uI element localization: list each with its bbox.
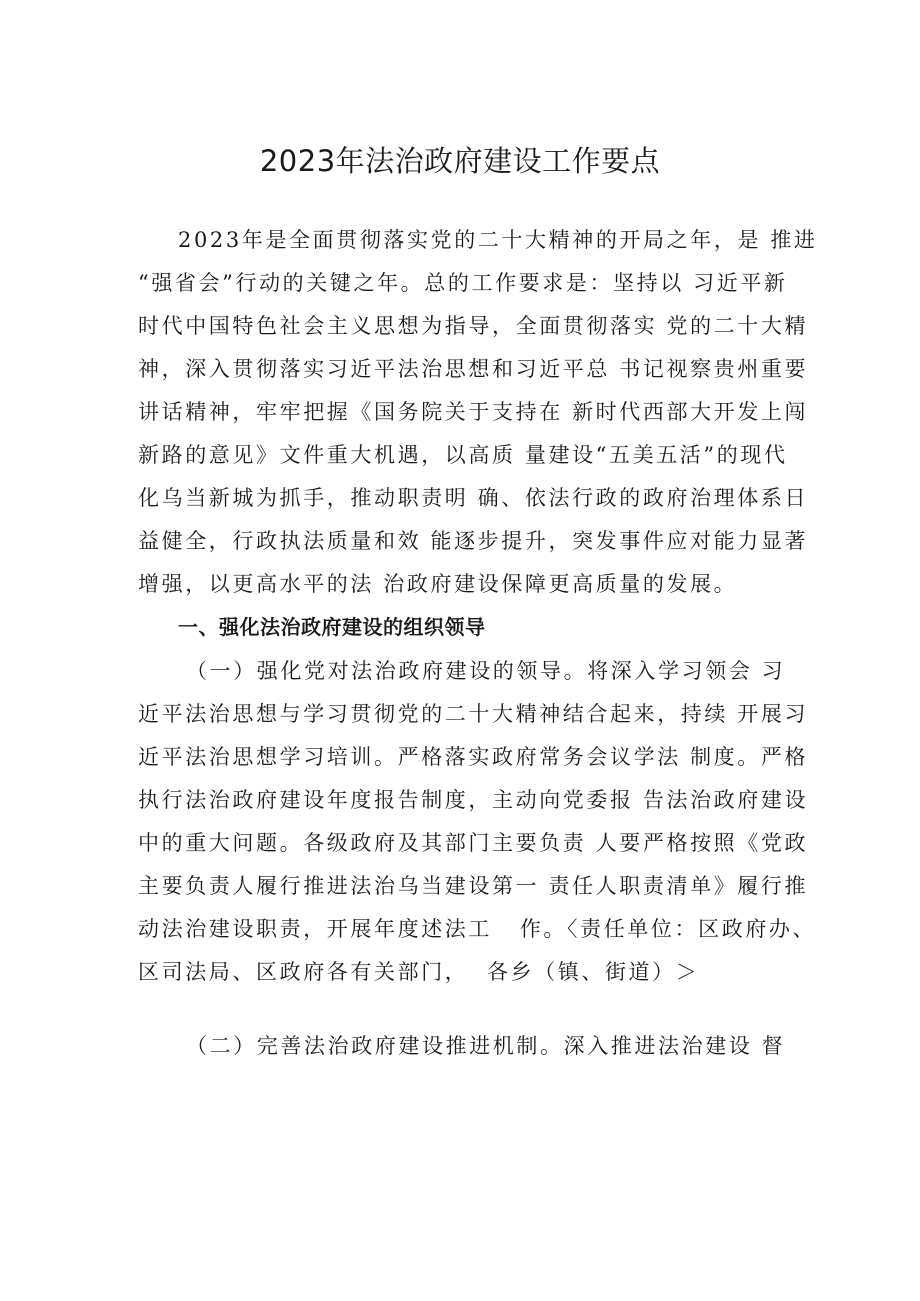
paragraph-line: 讲话精神，牢牢把握《国务院关于支持在 新时代西部大开发上闯 [138,400,809,424]
paragraph-line: （二）完善法治政府建设推进机制。深入推进法治建设 督 [186,1034,786,1058]
paragraph-line: 益健全，行政执法质量和效 能逐步提升，突发事件应对能力显著 [138,529,809,553]
paragraph-line: （一）强化党对法治政府建设的领导。将深入学习领会 习 [186,659,786,683]
paragraph-line: 化乌当新城为抓手，推动职责明 确、依法行政的政府治理体系日 [138,486,809,510]
section-heading: 一、强化法治政府建设的组织领导 [178,615,486,639]
paragraph-line: “强省会”行动的关键之年。总的工作要求是：坚持以 习近平新 [138,271,788,295]
paragraph-line: 区司法局、区政府各有关部门， 各乡（镇、街道）＞ [138,960,700,984]
paragraph-line: 动法治建设职责，开展年度述法工 作。〈责任单位：区政府办、 [138,917,817,941]
paragraph-line: 执行法治政府建设年度报告制度，主动向党委报 告法治政府建设 [138,788,809,812]
paragraph-line: 2023年是全面贯彻落实党的二十大精神的开局之年，是 推进 [178,228,818,252]
paragraph-line: 新路的意见》文件重大机遇，以高质 量建设“五美五活”的现代 [138,443,788,467]
paragraph-line: 增强，以更高水平的法 治政府建设保障更高质量的发展。 [138,572,738,596]
paragraph-line: 中的重大问题。各级政府及其部门主要负责 人要严格按照《党政 [138,831,809,855]
document-title: 2023年法治政府建设工作要点 [259,144,661,178]
paragraph-line: 时代中国特色社会主义思想为指导，全面贯彻落实 党的二十大精 [138,314,809,338]
paragraph-line: 神，深入贯彻落实习近平法治思想和习近平总 书记视察贵州重要 [138,357,809,381]
paragraph-line: 主要负责人履行推进法治乌当建设第一 责任人职责清单》履行推 [138,874,809,898]
paragraph-line: 近平法治思想学习培训。严格落实政府常务会议学法 制度。严格 [138,745,809,769]
paragraph-line: 近平法治思想与学习贯彻党的二十大精神结合起来，持续 开展习 [138,702,809,726]
